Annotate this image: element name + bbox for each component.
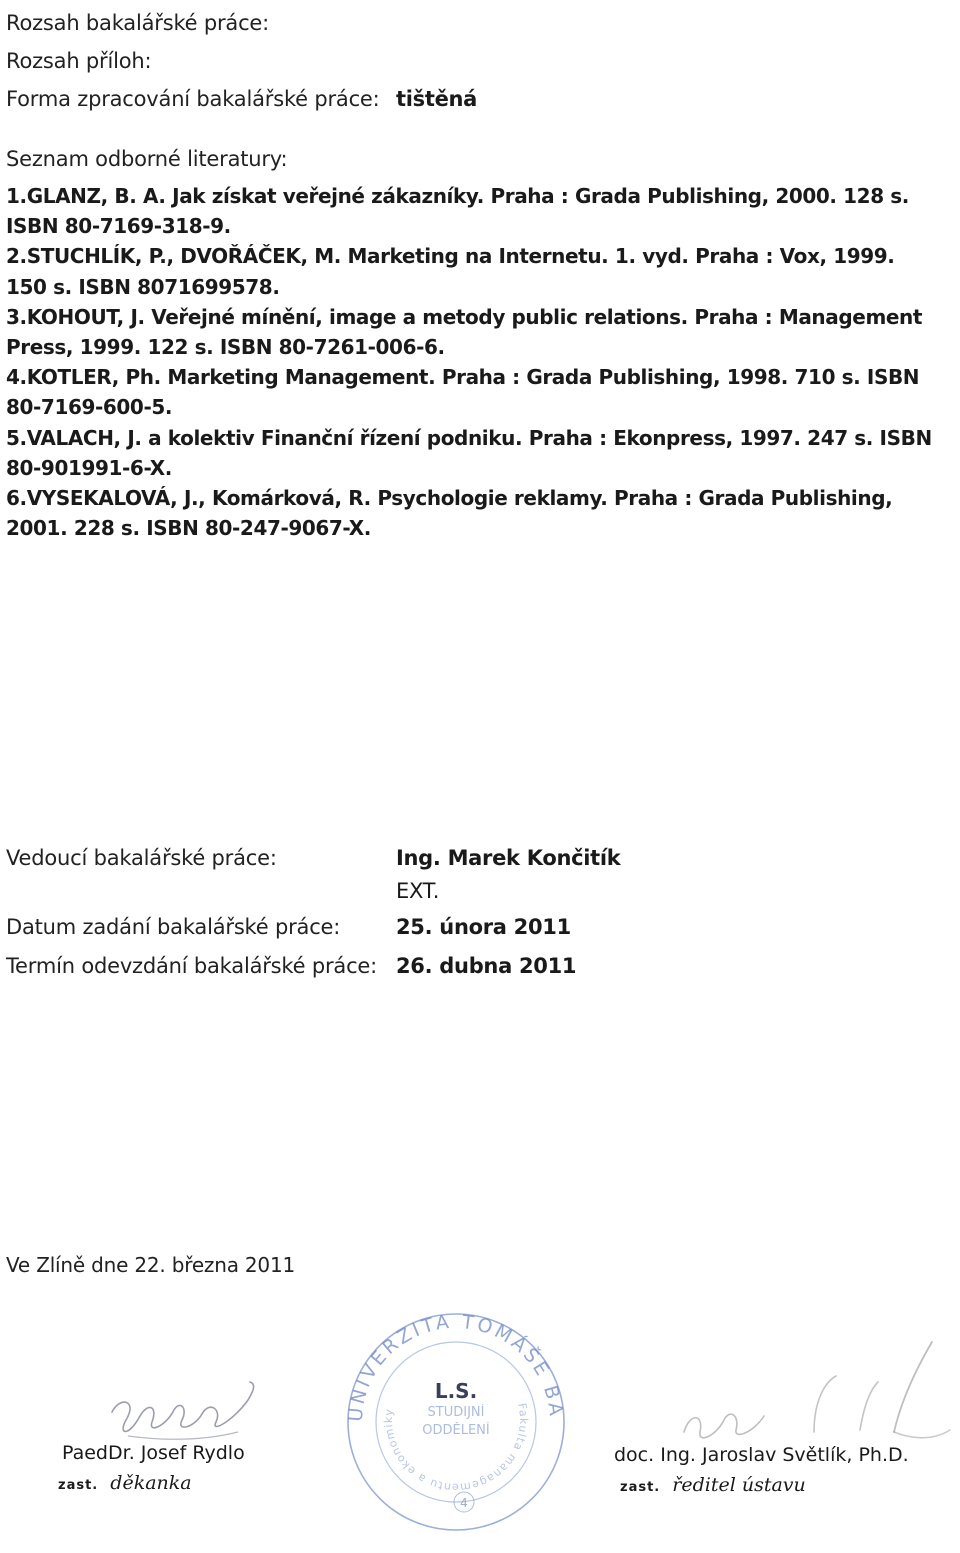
- literature-item: 1.GLANZ, B. A. Jak získat veřejné zákazníky. Praha : Grada Publishing, 2000. 128 s. ISBN 80-7169-318-9.: [6, 184, 909, 239]
- signatory-left-role: děkanka: [110, 1472, 192, 1494]
- literature-item: 5.VALACH, J. a kolektiv Finanční řízení podniku. Praha : Ekonpress, 1997. 247 s. ISBN 80-901991-6-X.: [6, 425, 932, 480]
- stamp-ls: L.S.: [434, 1379, 478, 1403]
- termin-value: 26. dubna 2011: [396, 954, 577, 978]
- official-stamp: [327, 1295, 576, 1532]
- rozsah-priloh-label: Rozsah příloh:: [6, 49, 152, 73]
- datum-value: 25. února 2011: [396, 915, 571, 939]
- forma-value: tištěná: [396, 87, 478, 111]
- signatory-right-name: doc. Ing. Jaroslav Světlík, Ph.D.: [614, 1444, 909, 1466]
- literature-heading: Seznam odborné literatury:: [6, 147, 288, 171]
- termin-label: Termín odevzdání bakalářské práce:: [6, 954, 378, 978]
- stamp-center-line1: STUDIJNÍ: [427, 1405, 485, 1420]
- forma-label: Forma zpracování bakalářské práce:: [6, 87, 380, 111]
- signatory-right-role: ředitel ústavu: [672, 1474, 806, 1496]
- place-date: Ve Zlíně dne 22. března 2011: [6, 1253, 296, 1277]
- vedouci-value: Ing. Marek Končitík: [396, 846, 621, 870]
- literature-list: [6, 181, 936, 543]
- vedouci-label: Vedoucí bakalářské práce:: [6, 846, 277, 870]
- rozsah-prace-label: Rozsah bakalářské práce:: [6, 11, 270, 35]
- literature-item: 6.VYSEKALOVÁ, J., Komárková, R. Psychologie reklamy. Praha : Grada Publishing, 2001. 228 s. ISBN 80-247-9067-X.: [6, 486, 893, 541]
- stamp-ring-text: UNIVERZITA TOMÁŠE BATI VE ZLÍNĚ: [327, 1295, 568, 1423]
- signatory-right: [614, 1440, 934, 1503]
- signatory-left-name: PaedDr. Josef Rydlo: [62, 1442, 245, 1464]
- stamp-inner-text: Fakulta managementu a ekonomiky: [381, 1401, 531, 1494]
- stamp-number: 4: [460, 1496, 468, 1510]
- signatory-left-prefix: zast.: [58, 1478, 99, 1493]
- vedouci-note: EXT.: [396, 879, 440, 903]
- literature-item: 3.KOHOUT, J. Veřejné mínění, image a metody public relations. Praha : Management Press, 1999. 122 s. ISBN 80-7261-006-6.: [6, 304, 923, 360]
- literature-item: 4.KOTLER, Ph. Marketing Management. Praha : Grada Publishing, 1998. 710 s. ISBN 80-7169-600-5.: [6, 365, 920, 420]
- stamp-center-line2: ODDĚLENÍ: [422, 1423, 490, 1438]
- literature-item: 2.STUCHLÍK, P., DVOŘÁČEK, M. Marketing na Internetu. 1. vyd. Praha : Vox, 1999. 150 s. ISBN 8071699578.: [6, 244, 895, 299]
- signatory-right-prefix: zast.: [620, 1480, 661, 1495]
- signatory-left: [6, 1438, 306, 1501]
- datum-label: Datum zadání bakalářské práce:: [6, 915, 341, 939]
